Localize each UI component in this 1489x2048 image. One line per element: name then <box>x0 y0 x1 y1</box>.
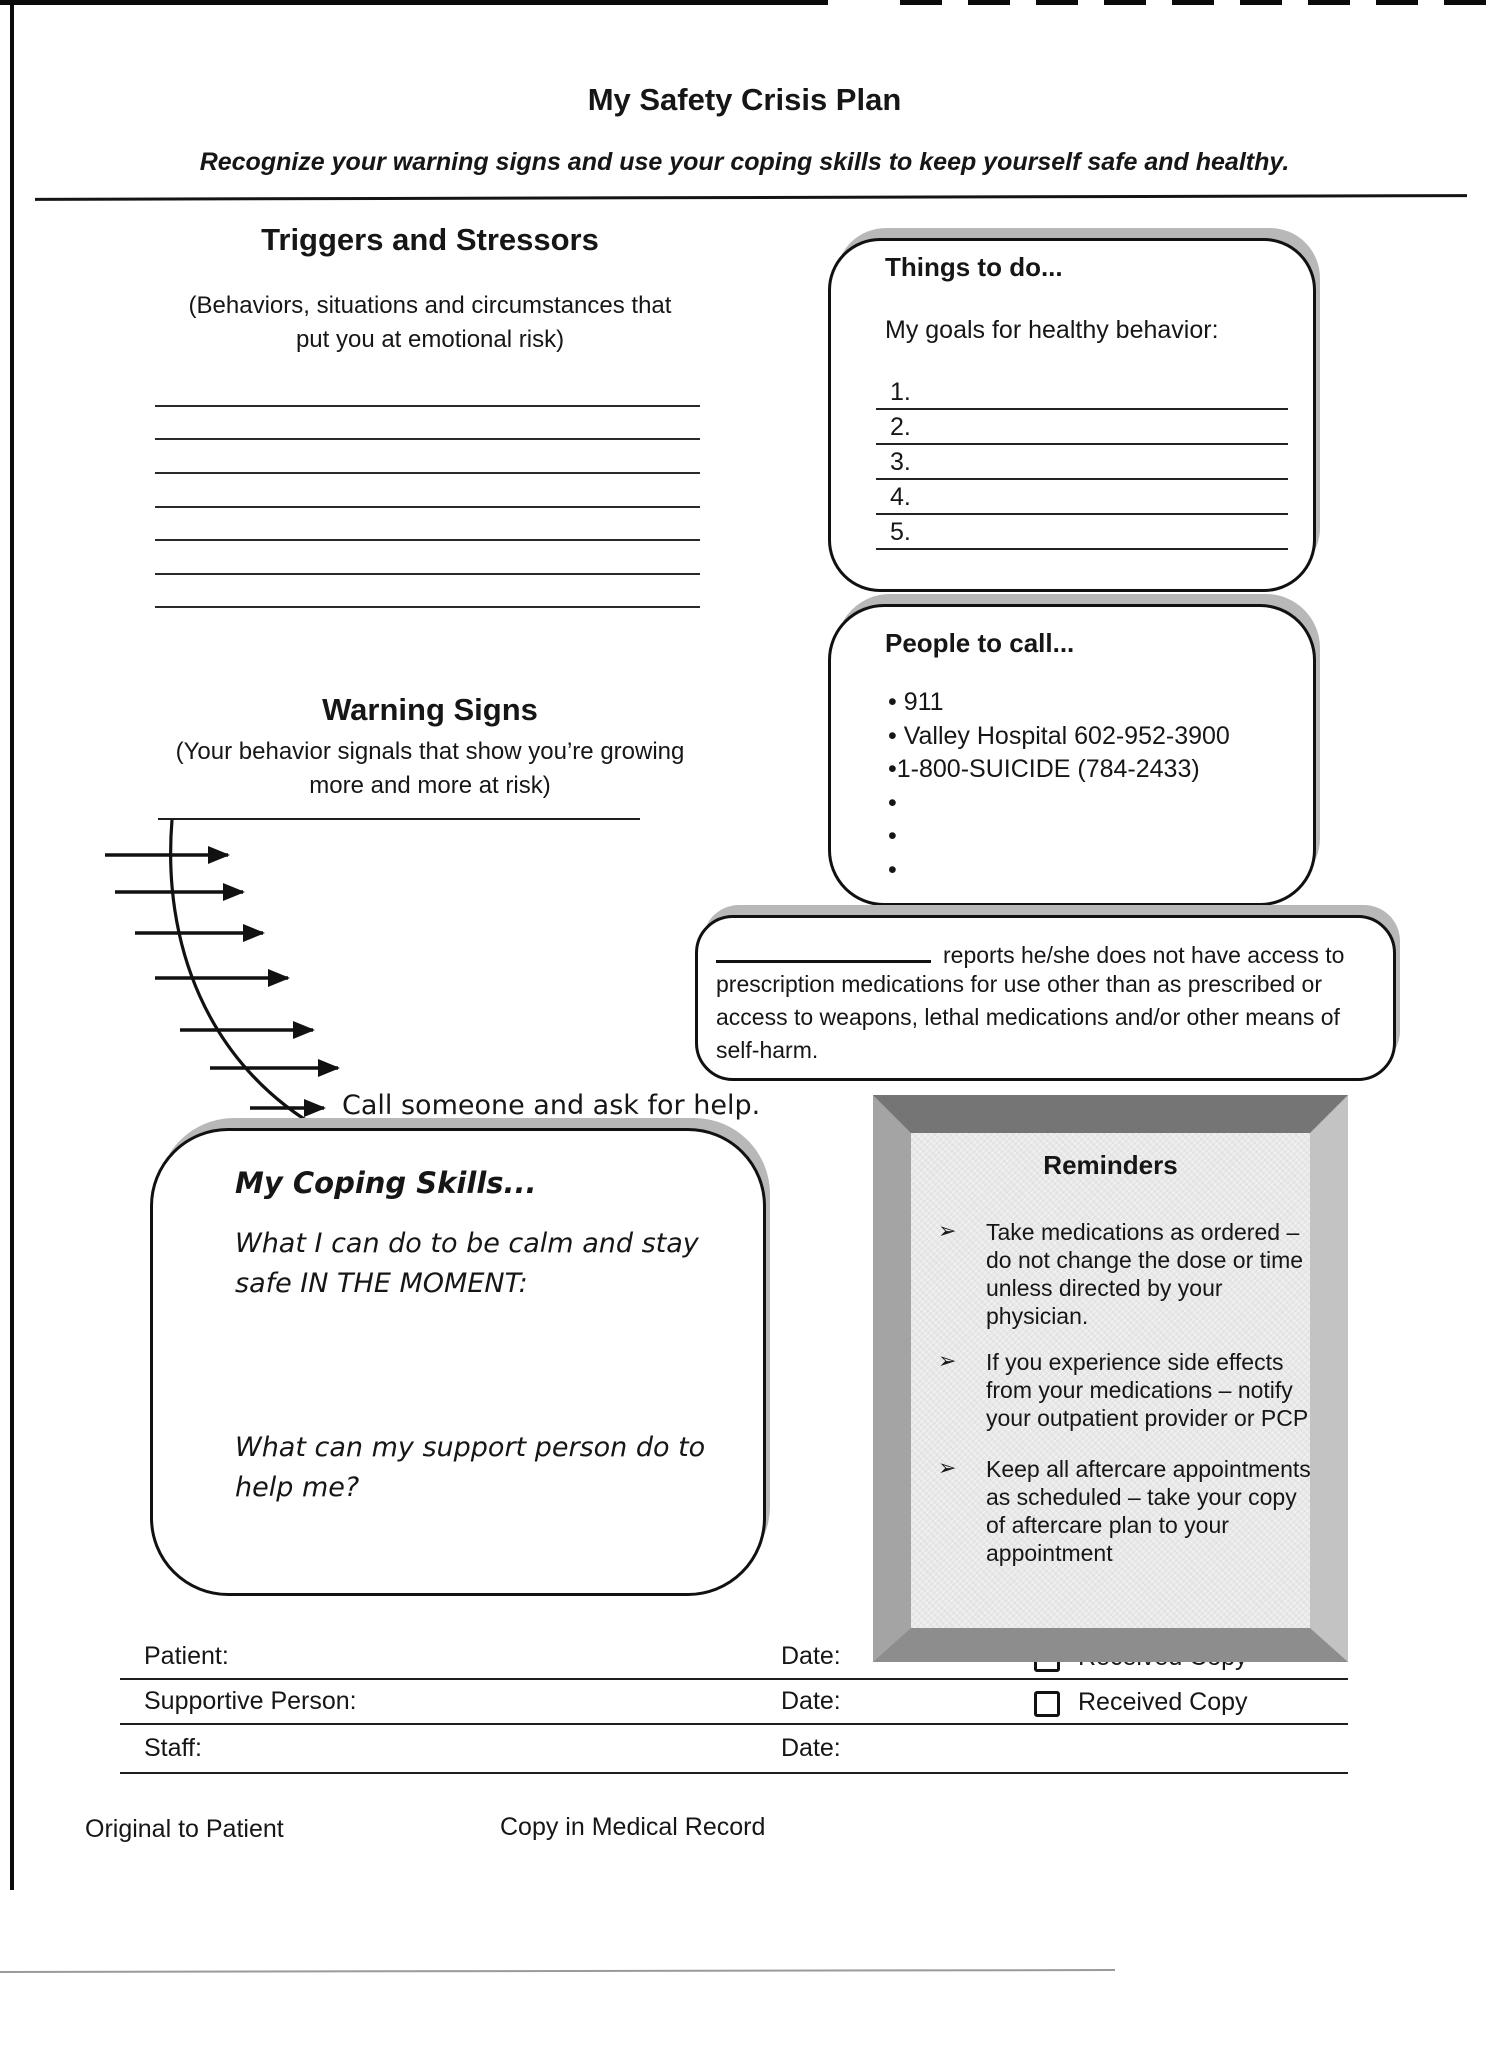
supportive-person-date-label: Date: <box>781 1687 841 1715</box>
blank-name-line <box>716 936 931 963</box>
phone-list-item: • Valley Hospital 602-952-3900 <box>888 722 1230 750</box>
arrow-bullet-icon: ➢ <box>938 1348 957 1373</box>
supportive-person-label: Supportive Person: <box>144 1687 357 1715</box>
reminder-item-3-line: Keep all aftercare appointments <box>986 1456 1311 1482</box>
no-access-line1 <box>716 936 1344 969</box>
reminders-heading: Reminders <box>1043 1150 1178 1180</box>
reminder-item-2 <box>986 1348 1320 1432</box>
arrow-bullet-icon: ➢ <box>938 1218 957 1243</box>
page-subtitle: Recognize your warning signs and use your coping skills to keep yourself safe and healthy. <box>199 148 1290 176</box>
received-copy-checkbox <box>1034 1691 1060 1717</box>
patient-label: Patient: <box>144 1642 229 1670</box>
page-title: My Safety Crisis Plan <box>587 82 902 117</box>
arrow-bullet-icon: ➢ <box>938 1455 957 1480</box>
warning-signs-description-line2: more and more at risk) <box>309 772 551 799</box>
coping-question1-line2: safe IN THE MOMENT: <box>235 1268 528 1299</box>
patient-date-label: Date: <box>781 1642 841 1670</box>
empty-bullet-item: • <box>888 789 897 817</box>
footer-original-to-patient: Original to Patient <box>85 1815 284 1843</box>
reminder-item-3-line: as scheduled – take your copy <box>986 1484 1297 1510</box>
goal-line-4: 4. <box>876 480 1288 515</box>
blank-write-line <box>155 573 700 575</box>
no-access-line1-text: reports he/she does not have access to <box>943 942 1345 968</box>
goal-line-2: 2. <box>876 410 1288 445</box>
staff-signature-line <box>120 1772 1348 1774</box>
reminder-item-1-line: physician. <box>986 1303 1089 1329</box>
blank-write-line <box>155 472 700 474</box>
no-access-line4: self-harm. <box>716 1037 819 1063</box>
footer-copy-in-medical-record: Copy in Medical Record <box>500 1813 766 1841</box>
coping-question2-line1: What can my support person do to <box>235 1432 706 1463</box>
reminder-item-1-line: unless directed by your <box>986 1275 1223 1301</box>
blank-write-line <box>155 438 700 440</box>
blank-write-line <box>155 506 700 508</box>
reminder-item-1-line: Take medications as ordered – <box>986 1219 1300 1245</box>
reminder-item-1-line: do not change the dose or time <box>986 1247 1304 1273</box>
reminder-item-2-line: If you experience side effects <box>986 1349 1284 1375</box>
no-access-line2: prescription medications for use other than as prescribed or <box>716 971 1322 997</box>
reminder-item-3-line: of aftercare plan to your <box>986 1512 1229 1538</box>
blank-write-line <box>155 405 700 407</box>
things-to-do-intro: My goals for healthy behavior: <box>885 316 1219 344</box>
scan-top-edge-artifact <box>0 0 828 5</box>
phone-list-item: • 911 <box>888 688 944 716</box>
header-divider-line <box>35 194 1467 201</box>
scan-left-edge-artifact <box>10 0 14 1890</box>
reminder-item-3 <box>986 1455 1320 1567</box>
goal-line-1: 1. <box>876 375 1288 410</box>
no-access-line3: access to weapons, lethal medications and/or other means of <box>716 1004 1340 1030</box>
received-copy-label: Received Copy <box>1078 1688 1248 1716</box>
triggers-heading: Triggers and Stressors <box>261 222 599 257</box>
coping-skills-heading: My Coping Skills... <box>235 1166 537 1200</box>
empty-bullet-item: • <box>888 856 897 884</box>
reminder-item-2-line: from your medications – notify <box>986 1377 1293 1403</box>
blank-write-line <box>155 606 700 608</box>
people-to-call-heading: People to call... <box>885 628 1075 658</box>
scan-top-edge-dashed-artifact <box>900 0 1489 5</box>
reminder-item-3-line: appointment <box>986 1540 1113 1566</box>
scan-bottom-faint-line <box>0 1969 1115 1973</box>
warning-signs-heading: Warning Signs <box>322 692 538 727</box>
goal-line-5: 5. <box>876 515 1288 550</box>
coping-question2-line2: help me? <box>235 1472 360 1503</box>
reminder-item-1 <box>986 1218 1320 1330</box>
call-someone-text: Call someone and ask for help. <box>342 1090 761 1121</box>
escalation-curve <box>171 820 322 1130</box>
patient-signature-line <box>120 1678 1348 1680</box>
phone-list-item: •1-800-SUICIDE (784-2433) <box>888 755 1200 783</box>
staff-date-label: Date: <box>781 1734 841 1762</box>
goal-line-3: 3. <box>876 445 1288 480</box>
reminder-item-2-line: your outpatient provider or PCP <box>986 1405 1309 1431</box>
triggers-description-line2: put you at emotional risk) <box>295 326 565 353</box>
warning-signs-description-line1: (Your behavior signals that show you’re growing <box>175 738 685 765</box>
coping-question1-line1: What I can do to be calm and stay <box>235 1228 699 1259</box>
empty-bullet-item: • <box>888 822 897 850</box>
triggers-description-line1: (Behaviors, situations and circumstances that <box>188 292 672 319</box>
blank-write-line <box>155 539 700 541</box>
supportive-person-signature-line <box>120 1723 1348 1725</box>
staff-label: Staff: <box>144 1734 202 1762</box>
things-to-do-heading: Things to do... <box>885 252 1063 282</box>
